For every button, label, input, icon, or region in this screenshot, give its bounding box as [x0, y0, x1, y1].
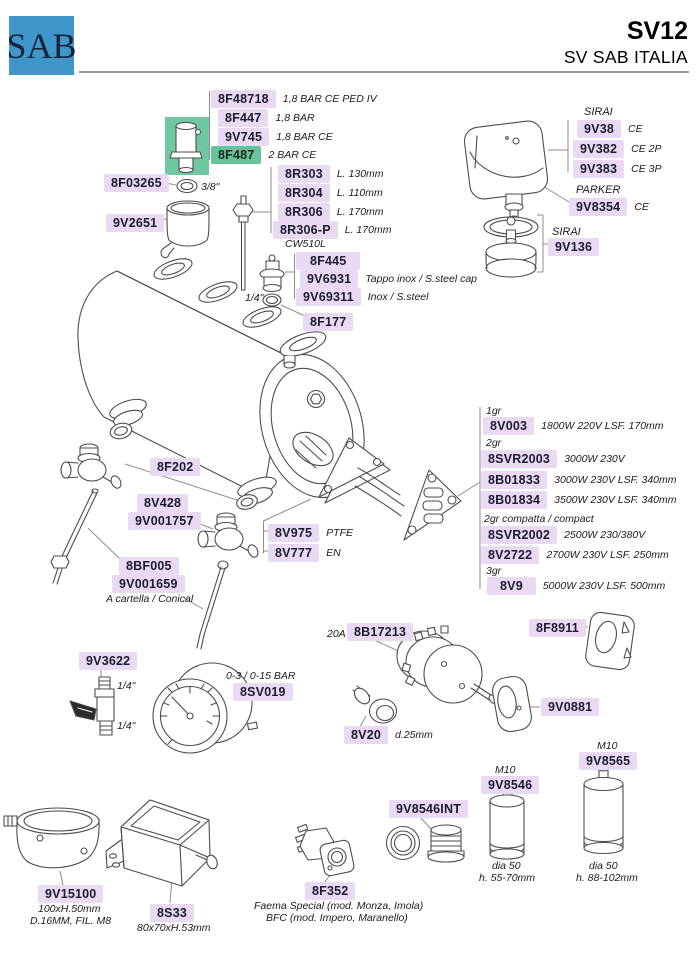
part-note-8R304: L. 110mm: [336, 186, 383, 199]
part-note-9V8354: CE: [634, 200, 649, 213]
pressure-switch-drawing: [463, 120, 549, 222]
part-note-9V69311: Inox / S.steel: [367, 290, 429, 303]
part-number-9V136: 9V136: [548, 238, 599, 256]
part-number-8SVR2002: 8SVR2002: [481, 526, 557, 544]
caption-sirai-top: SIRAI: [584, 106, 613, 118]
cylinder-9V8565-drawing: [584, 767, 623, 854]
part-note-8V20: d.25mm: [395, 728, 433, 741]
label-8F447: [218, 109, 315, 127]
part-number-8F03265: 8F03265: [104, 174, 169, 192]
label-8F177: [303, 313, 353, 331]
part-number-9V8354: 9V8354: [569, 198, 627, 216]
part-number-9V0881: 9V0881: [541, 698, 599, 716]
caption-dim-9V15100-a: 100xH.50mm: [38, 903, 101, 915]
label-8SVR2002: [481, 526, 645, 544]
part-number-8R306: 8R306: [278, 203, 330, 221]
caption-quarter-8F177: 1/4": [245, 292, 264, 304]
caption-cartella: A cartella / Conical: [106, 593, 194, 605]
valve-9V3622-drawing: [70, 677, 114, 735]
label-9V001659: [112, 575, 185, 593]
part-number-8B01833: 8B01833: [481, 471, 547, 489]
part-number-8R303: 8R303: [278, 165, 330, 183]
label-8V975: [268, 524, 353, 542]
label-8B01834: [481, 491, 677, 509]
part-note-8F487: 2 BAR CE: [268, 148, 317, 161]
caption-1gr: 1gr: [486, 405, 502, 417]
caption-parker: PARKER: [576, 184, 621, 196]
label-9V2651: [106, 214, 164, 232]
caption-sirai-mid: SIRAI: [552, 226, 581, 238]
part-note-8V003: 1800W 220V LSF. 170mm: [541, 419, 664, 432]
part-number-9V8565: 9V8565: [579, 752, 637, 770]
label-8B17213: [347, 623, 413, 641]
caption-h-88-102: h. 88-102mm: [576, 872, 638, 884]
membrane-9V136-drawing: [484, 217, 538, 277]
part-number-9V6931: 9V6931: [300, 270, 358, 288]
label-9V3622: [79, 652, 137, 670]
label-9V001757: [128, 512, 201, 530]
part-number-8R304: 8R304: [278, 184, 330, 202]
label-9V0881: [541, 698, 599, 716]
page-title: SV12: [626, 17, 688, 45]
label-9V383: [573, 160, 662, 178]
caption-cw510l: CW510L: [285, 238, 326, 250]
part-note-8V9: 5000W 230V LSF. 500mm: [542, 579, 666, 592]
part-number-9V383: 9V383: [573, 160, 624, 178]
pipe-9V001659-drawing: [197, 561, 228, 649]
part-number-9V8546: 9V8546: [481, 776, 539, 794]
label-8F202: [150, 458, 200, 476]
caption-faema-line1: Faema Special (mod. Monza, Imola): [254, 900, 424, 912]
label-9V382: [573, 140, 662, 158]
part-note-8B01834: 3500W 230V LSF. 340mm: [554, 493, 677, 506]
elbow-9V001757-drawing: [198, 513, 260, 559]
box-8S33-drawing: [106, 800, 219, 886]
page-subtitle: SV SAB ITALIA: [563, 47, 688, 67]
part-number-9V2651: 9V2651: [106, 214, 164, 232]
part-note-8F48718: 1,8 BAR CE PED IV: [282, 92, 377, 105]
part-number-8F8911: 8F8911: [529, 619, 586, 637]
label-8V20: [344, 726, 433, 744]
caption-faema-line2: BFC (mod. Impero, Maranello): [266, 912, 408, 924]
ring-8F177-drawing: [263, 294, 281, 306]
label-8V003: [483, 417, 664, 435]
label-8B01833: [481, 471, 677, 489]
pipe-8BF005-drawing: [51, 489, 98, 584]
caption-quarter-top: 1/4": [117, 680, 136, 692]
label-9V745: [218, 128, 333, 146]
part-number-8B17213: 8B17213: [347, 623, 413, 641]
part-number-8B01834: 8B01834: [481, 491, 547, 509]
part-number-8V9: 8V9: [487, 577, 536, 595]
caption-3-8: 3/8": [201, 181, 220, 193]
part-number-8R306-P: 8R306-P: [273, 221, 338, 239]
label-9V8354: [569, 198, 649, 216]
label-9V15100: [38, 885, 103, 903]
part-note-8SVR2002: 2500W 230/380V: [564, 528, 646, 541]
knob-9V0881-drawing: [491, 674, 534, 733]
caption-m10-left: M10: [495, 764, 516, 776]
label-8V2722: [481, 546, 669, 564]
part-note-8F447: 1,8 BAR: [275, 111, 315, 124]
part-note-9V382: CE 2P: [631, 142, 662, 155]
cylinder-9V8546-drawing: [490, 784, 524, 859]
insert-9V8546INT-drawing: [387, 825, 465, 862]
caption-bar-range: 0-3 / 0-15 BAR: [226, 670, 296, 682]
label-8F352: [305, 882, 355, 900]
label-8V9: [487, 577, 665, 595]
label-8SVR2003: [481, 450, 625, 468]
part-number-8F352: 8F352: [305, 882, 355, 900]
caption-h-55-70: h. 55-70mm: [479, 872, 536, 884]
part-number-9V3622: 9V3622: [79, 652, 137, 670]
part-note-8B01833: 3000W 230V LSF. 340mm: [554, 473, 677, 486]
probe-drawing: [233, 196, 253, 290]
part-number-8V975: 8V975: [268, 524, 319, 542]
part-number-8S33: 8S33: [150, 904, 194, 922]
part-note-9V6931: Tappo inox / S.steel cap: [365, 272, 477, 285]
label-9V8546INT: [389, 800, 468, 818]
label-9V8565: [579, 752, 637, 770]
caption-dim-8S33: 80x70xH.53mm: [137, 922, 211, 934]
label-8F03265: [104, 174, 169, 192]
part-number-8BF005: 8BF005: [119, 557, 179, 575]
label-8F8911: [529, 619, 586, 637]
part-number-8V428: 8V428: [137, 494, 188, 512]
caption-dia50-right: dia 50: [589, 860, 618, 872]
part-number-9V69311: 9V69311: [296, 288, 361, 306]
label-9V8546: [481, 776, 539, 794]
part-note-8V2722: 2700W 230V LSF. 250mm: [546, 548, 669, 561]
part-note-8V975: PTFE: [326, 526, 353, 539]
label-9V6931: [300, 270, 477, 288]
label-9V38: [577, 120, 643, 138]
label-8S33: [150, 904, 194, 922]
part-note-9V38: CE: [628, 122, 643, 135]
label-8BF005: [119, 557, 179, 575]
label-8V428: [137, 494, 188, 512]
label-8R303: [278, 165, 384, 183]
cap-8F445-drawing: [260, 255, 284, 292]
label-9V69311: [296, 288, 428, 306]
label-8V777: [268, 544, 341, 562]
part-number-9V15100: 9V15100: [38, 885, 103, 903]
caption-2gr: 2gr: [486, 437, 502, 449]
part-note-8V777: EN: [326, 546, 341, 559]
part-number-8F48718: 8F48718: [211, 90, 276, 108]
caption-m10-right: M10: [597, 740, 618, 752]
part-number-8V777: 8V777: [268, 544, 319, 562]
button-8V20-drawing: [352, 685, 397, 723]
caption-20a: 20A: [327, 628, 346, 640]
part-number-8SVR2003: 8SVR2003: [481, 450, 557, 468]
elbow-8F202-drawing: [61, 444, 123, 490]
part-number-8V2722: 8V2722: [481, 546, 539, 564]
part-number-9V001659: 9V001659: [112, 575, 185, 593]
part-number-9V38: 9V38: [577, 120, 621, 138]
part-number-9V745: 9V745: [218, 128, 269, 146]
part-number-8F177: 8F177: [303, 313, 353, 331]
ring-3-8-drawing: [177, 180, 197, 193]
label-8F48718: [211, 90, 377, 108]
caption-quarter-bottom: 1/4": [117, 720, 136, 732]
label-8F487: [211, 146, 316, 164]
caption-2gr-compact: 2gr compatta / compact: [484, 513, 594, 525]
sab-logo: SAB: [9, 16, 74, 75]
part-number-8F445: 8F445: [296, 252, 360, 270]
part-number-8SV019: 8SV019: [233, 683, 293, 701]
part-number-8V003: 8V003: [483, 417, 534, 435]
knob-8F8911-drawing: [584, 611, 635, 671]
part-note-8R306-P: L. 170mm: [344, 223, 392, 236]
caption-3gr: 3gr: [486, 565, 502, 577]
label-8R304: [278, 184, 383, 202]
part-note-9V383: CE 3P: [631, 162, 662, 175]
label-8F445: [296, 252, 360, 270]
caption-dim-9V15100-b: D.16MM, FIL. M8: [30, 915, 112, 927]
part-number-8F202: 8F202: [150, 458, 200, 476]
part-number-8F447: 8F447: [218, 109, 268, 127]
label-8R306: [278, 203, 384, 221]
cup-9V2651-drawing: [161, 201, 209, 258]
label-9V136: [548, 238, 599, 256]
pot-9V15100-drawing: [4, 808, 99, 868]
part-note-8SVR2003: 3000W 230V: [564, 452, 625, 465]
caption-dia50-left: dia 50: [492, 860, 521, 872]
part-number-9V382: 9V382: [573, 140, 624, 158]
part-number-9V001757: 9V001757: [128, 512, 201, 530]
part-number-8V20: 8V20: [344, 726, 388, 744]
part-number-9V8546INT: 9V8546INT: [389, 800, 468, 818]
part-note-8R303: L. 130mm: [336, 167, 384, 180]
label-8SV019: [233, 683, 293, 701]
header-divider: [79, 71, 689, 73]
part-note-9V745: 1,8 BAR CE: [276, 130, 333, 143]
part-note-8R306: L. 170mm: [336, 205, 384, 218]
label-8R306-P: [273, 221, 391, 239]
connector-8F352-drawing: [296, 824, 355, 876]
part-number-8F487: 8F487: [211, 146, 261, 164]
